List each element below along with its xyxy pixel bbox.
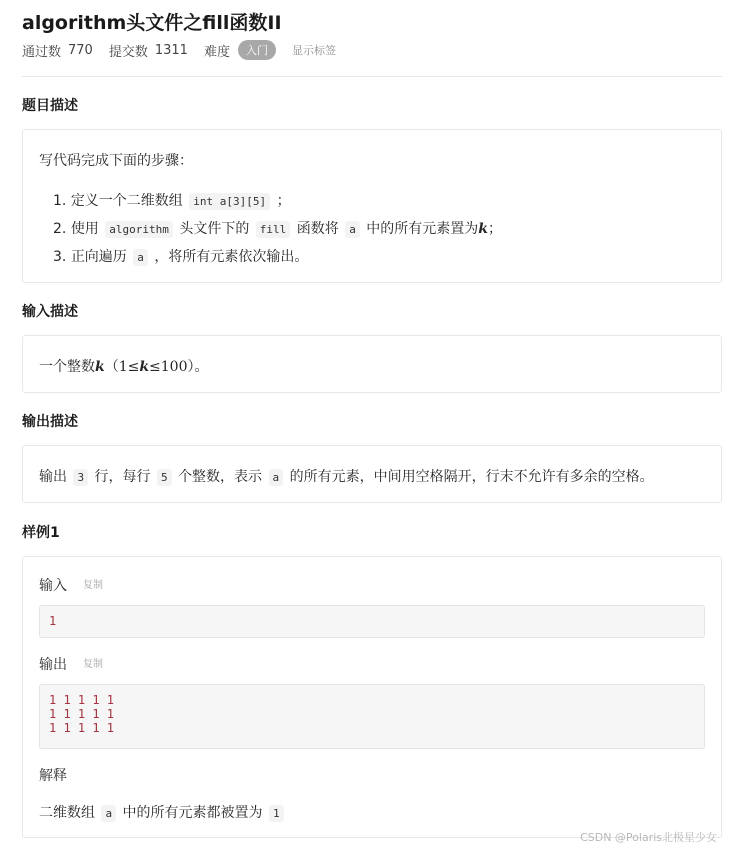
step-number: 2. [53, 221, 67, 237]
description-heading: 题目描述 [22, 98, 78, 114]
inline-code: 1 [269, 805, 284, 822]
submitted-label: 提交数 [108, 44, 148, 60]
inline-code: a [101, 805, 116, 822]
step-number: 1. [53, 193, 67, 209]
text: 中的所有元素都被置为 [122, 805, 263, 821]
math-var: k [478, 221, 488, 237]
difficulty-label: 难度 [203, 44, 230, 60]
header-divider [22, 76, 722, 77]
input-desc-heading: 输入描述 [22, 304, 78, 320]
copy-input-button[interactable]: 复制 [83, 580, 103, 591]
step-text: 头文件下的 [179, 221, 250, 237]
sample-output-value: 1 1 1 1 1 1 1 1 1 1 1 1 1 1 1 [49, 693, 115, 735]
description-card [22, 129, 722, 283]
step-1 [53, 190, 291, 210]
inline-code: a [269, 469, 284, 486]
show-tags-link[interactable]: 显示标签 [291, 44, 336, 57]
step-text: ，将所有元素依次输出。 [154, 249, 309, 265]
step-text: ； [276, 193, 291, 209]
description-intro: 写代码完成下面的步骤： [39, 153, 193, 169]
sample-output-label: 输出 [39, 657, 67, 673]
math-var: k [95, 359, 105, 375]
explain-text [39, 802, 286, 822]
text: 行，每行 [94, 469, 151, 485]
text: 输出 [39, 469, 67, 485]
input-desc-text [39, 356, 209, 376]
step-text: 函数将 [296, 221, 339, 237]
problem-title: algorithm头文件之fill函数II [22, 12, 282, 34]
step-number: 3. [53, 249, 67, 265]
output-desc-text [39, 466, 654, 486]
sample-heading: 样例1 [22, 525, 60, 541]
sample-input-value: 1 [49, 614, 57, 628]
inline-code: a [345, 221, 360, 238]
watermark: CSDN @Polaris北极星少女 [580, 831, 717, 844]
output-desc-card [22, 445, 722, 503]
sample-output-box[interactable] [39, 684, 705, 749]
text: 。 [194, 359, 209, 375]
problem-meta [22, 40, 336, 60]
step-3 [53, 246, 308, 266]
passed-count: 770 [68, 42, 93, 58]
passed-label: 通过数 [22, 44, 62, 60]
sample-input-label: 输入 [39, 578, 67, 594]
text: 的所有元素，中间用空格隔开，行末不允许有多余的空格。 [289, 469, 654, 485]
step-text: 使用 [70, 221, 99, 237]
sample-card [22, 556, 722, 838]
step-text: ； [487, 221, 502, 237]
math-range: （1≤k≤100） [104, 359, 195, 375]
sample-input-box[interactable] [39, 605, 705, 638]
step-text: 正向遍历 [70, 249, 127, 265]
difficulty-badge: 入门 [238, 40, 276, 60]
explain-label: 解释 [39, 768, 67, 784]
inline-code: 5 [157, 469, 172, 486]
inline-code: fill [256, 221, 291, 238]
input-desc-card [22, 335, 722, 393]
copy-output-button[interactable]: 复制 [83, 659, 103, 670]
text: 个整数，表示 [178, 469, 263, 485]
inline-code: 3 [73, 469, 88, 486]
output-desc-heading: 输出描述 [22, 414, 78, 430]
text: 一个整数 [39, 359, 95, 375]
inline-code: a [133, 249, 148, 266]
step-2 [53, 218, 502, 238]
inline-code: int a[3][5] [189, 193, 270, 210]
text: 二维数组 [39, 805, 95, 821]
submitted-count: 1311 [154, 42, 188, 58]
step-text: 定义一个二维数组 [70, 193, 183, 209]
step-text: 中的所有元素置为 [366, 221, 479, 237]
inline-code: algorithm [105, 221, 173, 238]
